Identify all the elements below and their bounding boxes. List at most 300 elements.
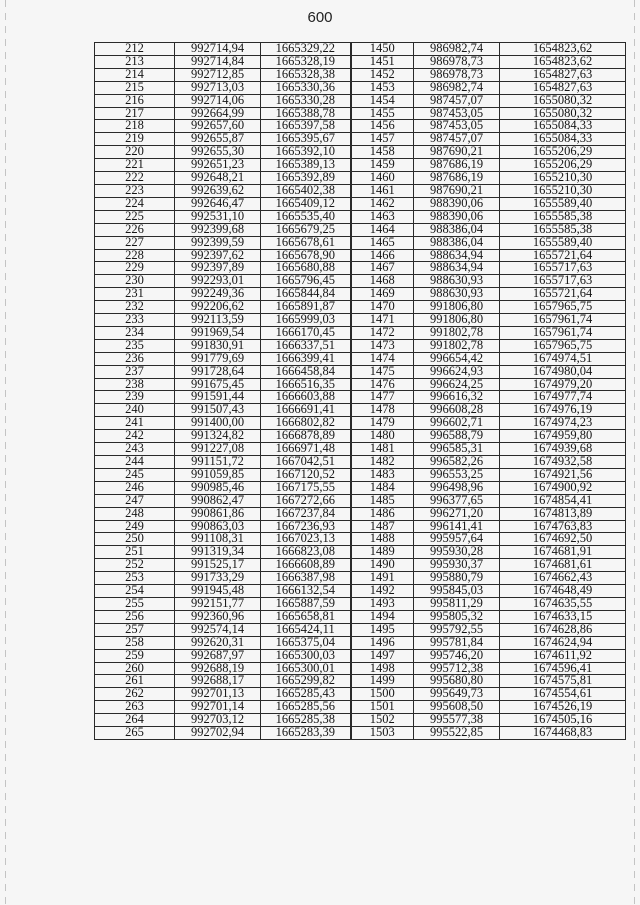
left-point-number-cell: 245 (95, 468, 175, 481)
left-x-coordinate-cell: 992688,19 (175, 662, 261, 675)
left-point-number-cell: 244 (95, 456, 175, 469)
left-point-number-cell: 221 (95, 159, 175, 172)
left-y-coordinate-cell: 1665409,12 (261, 197, 351, 210)
left-x-coordinate-cell: 991227,08 (175, 443, 261, 456)
right-x-coordinate-cell: 988630,93 (414, 275, 500, 288)
right-y-coordinate-cell: 1655206,29 (500, 159, 626, 172)
right-point-number-cell: 1499 (351, 675, 414, 688)
right-y-coordinate-cell: 1674763,83 (500, 520, 626, 533)
left-x-coordinate-cell: 991324,82 (175, 430, 261, 443)
right-point-number-cell: 1488 (351, 533, 414, 546)
right-y-coordinate-cell: 1674635,55 (500, 597, 626, 610)
right-x-coordinate-cell: 988634,94 (414, 262, 500, 275)
table-row (95, 262, 626, 275)
table-row (95, 636, 626, 649)
right-point-number-cell: 1475 (351, 365, 414, 378)
right-x-coordinate-cell: 988630,93 (414, 288, 500, 301)
table-row (95, 610, 626, 623)
right-x-coordinate-cell: 996608,28 (414, 404, 500, 417)
left-point-number-cell: 223 (95, 184, 175, 197)
right-y-coordinate-cell: 1674959,80 (500, 430, 626, 443)
left-x-coordinate-cell: 992360,96 (175, 610, 261, 623)
left-y-coordinate-cell: 1665424,11 (261, 623, 351, 636)
left-x-coordinate-cell: 991969,54 (175, 326, 261, 339)
left-x-coordinate-cell: 992688,17 (175, 675, 261, 688)
right-point-number-cell: 1461 (351, 184, 414, 197)
right-y-coordinate-cell: 1654823,62 (500, 43, 626, 56)
left-y-coordinate-cell: 1665392,10 (261, 146, 351, 159)
left-point-number-cell: 251 (95, 546, 175, 559)
table-row (95, 133, 626, 146)
left-point-number-cell: 228 (95, 249, 175, 262)
right-point-number-cell: 1459 (351, 159, 414, 172)
left-y-coordinate-cell: 1665397,58 (261, 120, 351, 133)
table-row (95, 546, 626, 559)
right-y-coordinate-cell: 1674980,04 (500, 365, 626, 378)
table-row (95, 443, 626, 456)
left-point-number-cell: 255 (95, 597, 175, 610)
right-point-number-cell: 1497 (351, 649, 414, 662)
left-point-number-cell: 254 (95, 585, 175, 598)
right-y-coordinate-cell: 1674526,19 (500, 701, 626, 714)
right-y-coordinate-cell: 1655206,29 (500, 146, 626, 159)
right-point-number-cell: 1487 (351, 520, 414, 533)
left-point-number-cell: 224 (95, 197, 175, 210)
right-point-number-cell: 1482 (351, 456, 414, 469)
right-x-coordinate-cell: 987686,19 (414, 172, 500, 185)
right-x-coordinate-cell: 996553,25 (414, 468, 500, 481)
left-x-coordinate-cell: 992639,62 (175, 184, 261, 197)
left-y-coordinate-cell: 1665535,40 (261, 210, 351, 223)
right-x-coordinate-cell: 987690,21 (414, 146, 500, 159)
right-y-coordinate-cell: 1674692,50 (500, 533, 626, 546)
right-y-coordinate-cell: 1674900,92 (500, 481, 626, 494)
left-y-coordinate-cell: 1665680,88 (261, 262, 351, 275)
right-y-coordinate-cell: 1674974,51 (500, 352, 626, 365)
table-row (95, 43, 626, 56)
left-y-coordinate-cell: 1666878,89 (261, 430, 351, 443)
right-y-coordinate-cell: 1655589,40 (500, 197, 626, 210)
left-point-number-cell: 241 (95, 417, 175, 430)
right-point-number-cell: 1500 (351, 688, 414, 701)
table-row (95, 559, 626, 572)
table-row (95, 701, 626, 714)
left-x-coordinate-cell: 992206,62 (175, 301, 261, 314)
right-point-number-cell: 1453 (351, 81, 414, 94)
right-point-number-cell: 1503 (351, 727, 414, 740)
left-x-coordinate-cell: 992397,62 (175, 249, 261, 262)
table-row (95, 223, 626, 236)
page-number: 600 (307, 9, 333, 26)
left-x-coordinate-cell: 992574,14 (175, 623, 261, 636)
left-x-coordinate-cell: 991945,48 (175, 585, 261, 598)
right-x-coordinate-cell: 996141,41 (414, 520, 500, 533)
right-point-number-cell: 1463 (351, 210, 414, 223)
right-y-coordinate-cell: 1674854,41 (500, 494, 626, 507)
left-x-coordinate-cell: 992648,21 (175, 172, 261, 185)
table-row (95, 597, 626, 610)
right-y-coordinate-cell: 1657961,74 (500, 314, 626, 327)
right-y-coordinate-cell: 1674596,41 (500, 662, 626, 675)
left-x-coordinate-cell: 992399,59 (175, 236, 261, 249)
left-point-number-cell: 213 (95, 55, 175, 68)
right-x-coordinate-cell: 995712,38 (414, 662, 500, 675)
right-point-number-cell: 1491 (351, 572, 414, 585)
left-x-coordinate-cell: 992702,94 (175, 727, 261, 740)
left-x-coordinate-cell: 991675,45 (175, 378, 261, 391)
right-point-number-cell: 1486 (351, 507, 414, 520)
table-row (95, 456, 626, 469)
right-point-number-cell: 1470 (351, 301, 414, 314)
left-x-coordinate-cell: 992113,59 (175, 314, 261, 327)
left-y-coordinate-cell: 1665796,45 (261, 275, 351, 288)
right-x-coordinate-cell: 987453,05 (414, 107, 500, 120)
table-row (95, 94, 626, 107)
right-y-coordinate-cell: 1674505,16 (500, 714, 626, 727)
right-point-number-cell: 1492 (351, 585, 414, 598)
right-x-coordinate-cell: 995649,73 (414, 688, 500, 701)
left-point-number-cell: 230 (95, 275, 175, 288)
right-point-number-cell: 1451 (351, 55, 414, 68)
left-x-coordinate-cell: 992714,84 (175, 55, 261, 68)
left-y-coordinate-cell: 1665328,19 (261, 55, 351, 68)
left-point-number-cell: 261 (95, 675, 175, 688)
left-y-coordinate-cell: 1666802,82 (261, 417, 351, 430)
left-y-coordinate-cell: 1667237,84 (261, 507, 351, 520)
left-point-number-cell: 226 (95, 223, 175, 236)
right-x-coordinate-cell: 986978,73 (414, 55, 500, 68)
left-y-coordinate-cell: 1666132,54 (261, 585, 351, 598)
right-x-coordinate-cell: 987686,19 (414, 159, 500, 172)
left-y-coordinate-cell: 1667175,55 (261, 481, 351, 494)
table-row (95, 391, 626, 404)
right-x-coordinate-cell: 996377,65 (414, 494, 500, 507)
left-x-coordinate-cell: 991108,31 (175, 533, 261, 546)
left-point-number-cell: 236 (95, 352, 175, 365)
left-x-coordinate-cell: 992712,85 (175, 68, 261, 81)
right-point-number-cell: 1494 (351, 610, 414, 623)
right-point-number-cell: 1483 (351, 468, 414, 481)
right-x-coordinate-cell: 996585,31 (414, 443, 500, 456)
right-x-coordinate-cell: 995680,80 (414, 675, 500, 688)
right-x-coordinate-cell: 996498,96 (414, 481, 500, 494)
left-x-coordinate-cell: 992531,10 (175, 210, 261, 223)
right-y-coordinate-cell: 1674921,56 (500, 468, 626, 481)
left-point-number-cell: 218 (95, 120, 175, 133)
right-x-coordinate-cell: 996588,79 (414, 430, 500, 443)
right-y-coordinate-cell: 1674979,20 (500, 378, 626, 391)
left-point-number-cell: 250 (95, 533, 175, 546)
left-point-number-cell: 234 (95, 326, 175, 339)
left-x-coordinate-cell: 992397,89 (175, 262, 261, 275)
table-row (95, 623, 626, 636)
left-y-coordinate-cell: 1666170,45 (261, 326, 351, 339)
right-x-coordinate-cell: 991802,78 (414, 326, 500, 339)
table-row (95, 339, 626, 352)
left-x-coordinate-cell: 991779,69 (175, 352, 261, 365)
left-y-coordinate-cell: 1665402,38 (261, 184, 351, 197)
right-y-coordinate-cell: 1655721,64 (500, 249, 626, 262)
right-y-coordinate-cell: 1655585,38 (500, 210, 626, 223)
right-point-number-cell: 1473 (351, 339, 414, 352)
right-x-coordinate-cell: 995880,79 (414, 572, 500, 585)
table-row (95, 675, 626, 688)
right-y-coordinate-cell: 1655585,38 (500, 223, 626, 236)
left-x-coordinate-cell: 990985,46 (175, 481, 261, 494)
right-y-coordinate-cell: 1674976,19 (500, 404, 626, 417)
left-y-coordinate-cell: 1667272,66 (261, 494, 351, 507)
right-x-coordinate-cell: 986978,73 (414, 68, 500, 81)
right-point-number-cell: 1466 (351, 249, 414, 262)
left-y-coordinate-cell: 1665283,39 (261, 727, 351, 740)
left-x-coordinate-cell: 991507,43 (175, 404, 261, 417)
right-y-coordinate-cell: 1674977,74 (500, 391, 626, 404)
right-point-number-cell: 1457 (351, 133, 414, 146)
table-row (95, 275, 626, 288)
table-row (95, 197, 626, 210)
right-point-number-cell: 1476 (351, 378, 414, 391)
right-y-coordinate-cell: 1674633,15 (500, 610, 626, 623)
left-y-coordinate-cell: 1665285,43 (261, 688, 351, 701)
left-x-coordinate-cell: 991591,44 (175, 391, 261, 404)
right-y-coordinate-cell: 1674813,89 (500, 507, 626, 520)
left-y-coordinate-cell: 1666337,51 (261, 339, 351, 352)
right-x-coordinate-cell: 988634,94 (414, 249, 500, 262)
left-y-coordinate-cell: 1665328,38 (261, 68, 351, 81)
left-y-coordinate-cell: 1665679,25 (261, 223, 351, 236)
right-point-number-cell: 1501 (351, 701, 414, 714)
left-point-number-cell: 227 (95, 236, 175, 249)
left-point-number-cell: 253 (95, 572, 175, 585)
right-y-coordinate-cell: 1655084,33 (500, 133, 626, 146)
right-x-coordinate-cell: 995792,55 (414, 623, 500, 636)
left-x-coordinate-cell: 992620,31 (175, 636, 261, 649)
right-x-coordinate-cell: 988390,06 (414, 197, 500, 210)
left-point-number-cell: 252 (95, 559, 175, 572)
table-row (95, 107, 626, 120)
right-y-coordinate-cell: 1654827,63 (500, 81, 626, 94)
left-point-number-cell: 233 (95, 314, 175, 327)
left-y-coordinate-cell: 1665388,78 (261, 107, 351, 120)
table-row (95, 688, 626, 701)
right-point-number-cell: 1495 (351, 623, 414, 636)
left-point-number-cell: 248 (95, 507, 175, 520)
left-y-coordinate-cell: 1665285,38 (261, 714, 351, 727)
left-y-coordinate-cell: 1665299,82 (261, 675, 351, 688)
left-point-number-cell: 214 (95, 68, 175, 81)
left-y-coordinate-cell: 1665375,04 (261, 636, 351, 649)
right-y-coordinate-cell: 1654823,62 (500, 55, 626, 68)
right-point-number-cell: 1502 (351, 714, 414, 727)
right-y-coordinate-cell: 1657965,75 (500, 301, 626, 314)
left-y-coordinate-cell: 1666387,98 (261, 572, 351, 585)
right-x-coordinate-cell: 995781,84 (414, 636, 500, 649)
left-x-coordinate-cell: 991830,91 (175, 339, 261, 352)
table-row (95, 172, 626, 185)
left-x-coordinate-cell: 992651,23 (175, 159, 261, 172)
left-x-coordinate-cell: 992701,13 (175, 688, 261, 701)
right-y-coordinate-cell: 1674932,58 (500, 456, 626, 469)
right-point-number-cell: 1480 (351, 430, 414, 443)
left-point-number-cell: 246 (95, 481, 175, 494)
table-row (95, 507, 626, 520)
right-point-number-cell: 1464 (351, 223, 414, 236)
left-point-number-cell: 243 (95, 443, 175, 456)
left-y-coordinate-cell: 1665285,56 (261, 701, 351, 714)
left-x-coordinate-cell: 992701,14 (175, 701, 261, 714)
right-point-number-cell: 1485 (351, 494, 414, 507)
table-row (95, 365, 626, 378)
table-row (95, 404, 626, 417)
right-point-number-cell: 1465 (351, 236, 414, 249)
table-row (95, 146, 626, 159)
left-x-coordinate-cell: 992399,68 (175, 223, 261, 236)
right-y-coordinate-cell: 1674974,23 (500, 417, 626, 430)
table-row (95, 326, 626, 339)
scan-edge-right (634, 0, 635, 905)
right-y-coordinate-cell: 1655589,40 (500, 236, 626, 249)
left-x-coordinate-cell: 992655,87 (175, 133, 261, 146)
right-x-coordinate-cell: 995522,85 (414, 727, 500, 740)
left-x-coordinate-cell: 991151,72 (175, 456, 261, 469)
right-x-coordinate-cell: 988386,04 (414, 236, 500, 249)
right-point-number-cell: 1490 (351, 559, 414, 572)
left-point-number-cell: 215 (95, 81, 175, 94)
left-y-coordinate-cell: 1665300,01 (261, 662, 351, 675)
right-x-coordinate-cell: 995577,38 (414, 714, 500, 727)
right-x-coordinate-cell: 995746,20 (414, 649, 500, 662)
scan-edge-left (5, 0, 6, 905)
right-y-coordinate-cell: 1674681,61 (500, 559, 626, 572)
right-point-number-cell: 1467 (351, 262, 414, 275)
left-point-number-cell: 239 (95, 391, 175, 404)
left-y-coordinate-cell: 1666823,08 (261, 546, 351, 559)
right-x-coordinate-cell: 987453,05 (414, 120, 500, 133)
left-y-coordinate-cell: 1665658,81 (261, 610, 351, 623)
table-row (95, 468, 626, 481)
left-y-coordinate-cell: 1666691,41 (261, 404, 351, 417)
left-x-coordinate-cell: 992655,30 (175, 146, 261, 159)
left-point-number-cell: 259 (95, 649, 175, 662)
right-x-coordinate-cell: 986982,74 (414, 81, 500, 94)
table-row (95, 81, 626, 94)
right-y-coordinate-cell: 1655717,63 (500, 275, 626, 288)
right-point-number-cell: 1471 (351, 314, 414, 327)
right-point-number-cell: 1456 (351, 120, 414, 133)
left-point-number-cell: 263 (95, 701, 175, 714)
right-x-coordinate-cell: 995930,28 (414, 546, 500, 559)
right-point-number-cell: 1472 (351, 326, 414, 339)
right-x-coordinate-cell: 996654,42 (414, 352, 500, 365)
right-x-coordinate-cell: 995930,37 (414, 559, 500, 572)
left-point-number-cell: 216 (95, 94, 175, 107)
table-row (95, 352, 626, 365)
left-y-coordinate-cell: 1667042,51 (261, 456, 351, 469)
left-y-coordinate-cell: 1666603,88 (261, 391, 351, 404)
table-row (95, 533, 626, 546)
left-y-coordinate-cell: 1665392,89 (261, 172, 351, 185)
coordinates-table-body (95, 43, 626, 740)
table-row (95, 520, 626, 533)
left-point-number-cell: 231 (95, 288, 175, 301)
right-point-number-cell: 1498 (351, 662, 414, 675)
right-y-coordinate-cell: 1655084,33 (500, 120, 626, 133)
left-point-number-cell: 235 (95, 339, 175, 352)
left-x-coordinate-cell: 990861,86 (175, 507, 261, 520)
left-point-number-cell: 219 (95, 133, 175, 146)
left-y-coordinate-cell: 1665330,36 (261, 81, 351, 94)
left-point-number-cell: 229 (95, 262, 175, 275)
right-y-coordinate-cell: 1674624,94 (500, 636, 626, 649)
left-y-coordinate-cell: 1665891,87 (261, 301, 351, 314)
right-point-number-cell: 1462 (351, 197, 414, 210)
right-y-coordinate-cell: 1655210,30 (500, 172, 626, 185)
right-point-number-cell: 1484 (351, 481, 414, 494)
right-point-number-cell: 1468 (351, 275, 414, 288)
table-row (95, 585, 626, 598)
left-y-coordinate-cell: 1667120,52 (261, 468, 351, 481)
table-row (95, 288, 626, 301)
left-x-coordinate-cell: 991733,29 (175, 572, 261, 585)
left-x-coordinate-cell: 992293,01 (175, 275, 261, 288)
table-row (95, 572, 626, 585)
table-row (95, 417, 626, 430)
table-row (95, 159, 626, 172)
right-y-coordinate-cell: 1654827,63 (500, 68, 626, 81)
left-x-coordinate-cell: 991728,64 (175, 365, 261, 378)
left-point-number-cell: 240 (95, 404, 175, 417)
right-point-number-cell: 1455 (351, 107, 414, 120)
left-x-coordinate-cell: 992714,94 (175, 43, 261, 56)
right-point-number-cell: 1489 (351, 546, 414, 559)
left-x-coordinate-cell: 992664,99 (175, 107, 261, 120)
left-x-coordinate-cell: 992714,06 (175, 94, 261, 107)
right-x-coordinate-cell: 991806,80 (414, 314, 500, 327)
left-x-coordinate-cell: 991525,17 (175, 559, 261, 572)
left-point-number-cell: 238 (95, 378, 175, 391)
left-point-number-cell: 212 (95, 43, 175, 56)
left-point-number-cell: 225 (95, 210, 175, 223)
right-y-coordinate-cell: 1674648,49 (500, 585, 626, 598)
left-y-coordinate-cell: 1665300,03 (261, 649, 351, 662)
table-row (95, 714, 626, 727)
right-x-coordinate-cell: 996271,20 (414, 507, 500, 520)
left-point-number-cell: 265 (95, 727, 175, 740)
table-row (95, 662, 626, 675)
table-row (95, 494, 626, 507)
left-point-number-cell: 237 (95, 365, 175, 378)
right-x-coordinate-cell: 996582,26 (414, 456, 500, 469)
right-x-coordinate-cell: 987457,07 (414, 94, 500, 107)
right-x-coordinate-cell: 995845,03 (414, 585, 500, 598)
left-x-coordinate-cell: 992249,36 (175, 288, 261, 301)
left-x-coordinate-cell: 990862,47 (175, 494, 261, 507)
right-x-coordinate-cell: 995805,32 (414, 610, 500, 623)
left-y-coordinate-cell: 1665999,03 (261, 314, 351, 327)
right-y-coordinate-cell: 1674575,81 (500, 675, 626, 688)
table-row (95, 236, 626, 249)
right-x-coordinate-cell: 996616,32 (414, 391, 500, 404)
table-row (95, 249, 626, 262)
left-y-coordinate-cell: 1666516,35 (261, 378, 351, 391)
left-point-number-cell: 256 (95, 610, 175, 623)
left-y-coordinate-cell: 1666399,41 (261, 352, 351, 365)
right-y-coordinate-cell: 1655210,30 (500, 184, 626, 197)
right-x-coordinate-cell: 995811,29 (414, 597, 500, 610)
right-point-number-cell: 1479 (351, 417, 414, 430)
left-point-number-cell: 217 (95, 107, 175, 120)
right-y-coordinate-cell: 1655721,64 (500, 288, 626, 301)
